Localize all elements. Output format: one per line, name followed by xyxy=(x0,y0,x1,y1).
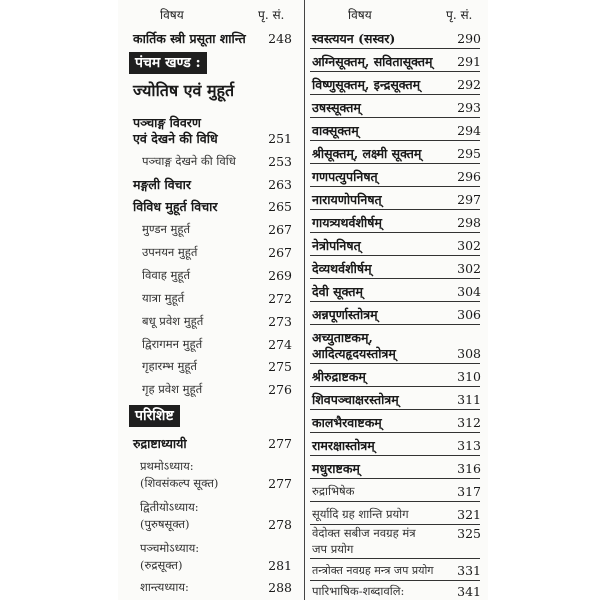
toc-page: 308 xyxy=(457,346,481,361)
toc-subentry: द्वितीयोऽध्याय: xyxy=(140,500,199,514)
row-rule xyxy=(310,117,480,118)
row-rule xyxy=(310,478,480,479)
toc-entry: विष्णुसूक्तम्, इन्द्रसूक्तम् xyxy=(312,77,421,92)
toc-entry: उषस्सूक्तम् xyxy=(312,100,361,115)
toc-page: 295 xyxy=(457,146,481,161)
toc-entry: नारायणोपनिषत् xyxy=(312,192,382,207)
toc-page: 276 xyxy=(268,382,292,397)
toc-page: 294 xyxy=(457,123,481,138)
toc-entry: जप प्रयोग xyxy=(312,542,354,556)
toc-entry: मधुराष्टकम् xyxy=(312,461,360,476)
toc-entry: स्वस्त्ययन (सस्वर) xyxy=(312,31,396,46)
toc-subentry: गृहारम्भ मुहूर्त xyxy=(142,359,197,373)
toc-subentry: पञ्चाङ्ग देखने की विधि xyxy=(142,154,236,168)
toc-page: 272 xyxy=(268,291,292,306)
toc-subentry: विवाह मुहूर्त xyxy=(142,268,191,282)
section-heading-panchama: पंचम खण्ड : xyxy=(129,52,207,74)
toc-entry: रुद्राष्टाध्यायी xyxy=(133,436,187,451)
toc-subentry: (शिवसंकल्प सूक्त) xyxy=(140,476,219,490)
toc-page: 290 xyxy=(457,31,481,46)
toc-page: 321 xyxy=(457,507,481,522)
toc-page: 265 xyxy=(268,199,292,214)
toc-page: 267 xyxy=(268,245,292,260)
section-heading-parishishta: परिशिष्ट xyxy=(129,405,180,427)
toc-entry: अच्युताष्टकम्, xyxy=(312,330,373,345)
toc-entry: वेदोक्त सबीज नवग्रह मंत्र xyxy=(312,526,416,540)
toc-page: 306 xyxy=(457,307,481,322)
row-rule xyxy=(310,363,480,364)
toc-page: 277 xyxy=(268,436,292,451)
toc-entry: सूर्यादि ग्रह शान्ति प्रयोग xyxy=(312,507,409,521)
row-rule xyxy=(310,71,480,72)
toc-page: 292 xyxy=(457,77,481,92)
toc-subentry: द्विरागमन मुहूर्त xyxy=(142,337,203,351)
row-rule xyxy=(310,209,480,210)
toc-entry: रामरक्षास्तोत्रम् xyxy=(312,438,375,453)
toc-page: 291 xyxy=(457,54,481,69)
toc-entry: अन्नपूर्णास्तोत्रम् xyxy=(312,307,378,322)
row-rule xyxy=(310,48,480,49)
toc-page: 310 xyxy=(457,369,481,384)
toc-entry: श्रीरुद्राष्टकम् xyxy=(312,369,366,384)
toc-subentry: प्रथमोऽध्याय: xyxy=(140,459,194,473)
toc-entry: नेत्रोपनिषत् xyxy=(312,238,361,253)
left-header-page: पृ. सं. xyxy=(258,8,285,22)
toc-page: 267 xyxy=(268,222,292,237)
toc-entry: अग्निसूक्तम्, सवितासूक्तम् xyxy=(312,54,433,69)
toc-subentry: बधू प्रवेश मुहूर्त xyxy=(142,314,204,328)
toc-subentry: उपनयन मुहूर्त xyxy=(142,245,198,259)
toc-entry: पारिभाषिक-शब्दावलि: xyxy=(312,584,405,598)
toc-entry: वाक्सूक्तम् xyxy=(312,123,359,138)
toc-entry: गणपत्युपनिषत् xyxy=(312,169,378,184)
toc-entry: विविध मुहूर्त विचार xyxy=(133,199,218,214)
row-rule xyxy=(310,301,480,302)
row-rule xyxy=(310,386,480,387)
toc-entry: पञ्चाङ्ग विवरण xyxy=(133,115,201,130)
toc-page: 274 xyxy=(268,337,292,352)
toc-subentry: (रुद्रसूक्त) xyxy=(140,558,183,572)
row-rule xyxy=(310,94,480,95)
toc-subentry: यात्रा मुहूर्त xyxy=(142,291,185,305)
toc-entry: कार्तिक स्त्री प्रसूता शान्ति xyxy=(133,31,246,46)
toc-page: 341 xyxy=(457,584,481,599)
row-rule xyxy=(310,186,480,187)
toc-entry: तन्त्रोक्त नवग्रह मन्त्र जप प्रयोग xyxy=(312,564,434,577)
section-title: ज्योतिष एवं मुहूर्त xyxy=(133,81,235,100)
toc-page: 273 xyxy=(268,314,292,329)
left-header-subject: विषय xyxy=(160,8,184,22)
toc-entry: कालभैरवाष्टकम् xyxy=(312,415,382,430)
toc-entry: शिवपञ्चाक्षरस्तोत्रम् xyxy=(312,392,399,407)
toc-page: 312 xyxy=(457,415,481,430)
column-divider xyxy=(304,0,305,600)
toc-page: 325 xyxy=(457,526,481,541)
toc-page: 281 xyxy=(268,558,292,573)
toc-entry: श्रीसूक्तम्, लक्ष्मी सूक्तम् xyxy=(312,146,422,161)
toc-page: 311 xyxy=(457,392,481,407)
row-rule xyxy=(310,140,480,141)
toc-subentry: पञ्चमोऽध्याय: xyxy=(140,541,200,555)
toc-page: 275 xyxy=(268,359,292,374)
toc-page: 297 xyxy=(457,192,481,207)
toc-subentry: गृह प्रवेश मुहूर्त xyxy=(142,382,203,396)
toc-page: 253 xyxy=(268,154,292,169)
toc-page: 248 xyxy=(268,31,292,46)
toc-page: 313 xyxy=(457,438,481,453)
toc-page: 269 xyxy=(268,268,292,283)
toc-page: 302 xyxy=(457,238,481,253)
toc-page: 304 xyxy=(457,284,481,299)
toc-entry: रुद्राभिषेक xyxy=(312,484,355,498)
row-rule xyxy=(310,409,480,410)
toc-subentry: मुण्डन मुहूर्त xyxy=(142,222,191,236)
toc-subentry: (पुरुषसूक्त) xyxy=(140,517,190,531)
toc-entry: एवं देखने की विधि xyxy=(133,131,218,146)
row-rule xyxy=(310,524,480,525)
toc-page: 296 xyxy=(457,169,481,184)
row-rule xyxy=(310,324,480,325)
toc-page: 263 xyxy=(268,177,292,192)
row-rule xyxy=(310,255,480,256)
toc-entry: देव्यथर्वशीर्षम् xyxy=(312,261,372,276)
toc-page: 317 xyxy=(457,484,481,499)
right-header-subject: विषय xyxy=(348,8,372,22)
toc-page: 298 xyxy=(457,215,481,230)
row-rule xyxy=(310,501,480,502)
right-header-page: पृ. सं. xyxy=(446,8,473,22)
toc-page: 316 xyxy=(457,461,481,476)
toc-entry: देवी सूक्तम् xyxy=(312,284,363,299)
row-rule xyxy=(310,455,480,456)
toc-page: 278 xyxy=(268,517,292,532)
toc-entry: आदित्यहृदयस्तोत्रम् xyxy=(312,346,396,361)
toc-page: 293 xyxy=(457,100,481,115)
row-rule xyxy=(310,163,480,164)
toc-page: 331 xyxy=(457,563,481,578)
row-rule xyxy=(310,278,480,279)
row-rule xyxy=(310,232,480,233)
toc-page: 251 xyxy=(268,131,292,146)
toc-page: 277 xyxy=(268,476,292,491)
toc-entry: गायत्र्यथर्वशीर्षम् xyxy=(312,215,382,230)
toc-entry: मङ्गली विचार xyxy=(133,177,191,192)
toc-page: 288 xyxy=(268,580,292,595)
toc-subentry: शान्त्यध्याय: xyxy=(140,580,189,594)
row-rule xyxy=(310,558,480,559)
row-rule xyxy=(310,580,480,581)
row-rule xyxy=(310,432,480,433)
toc-page: 302 xyxy=(457,261,481,276)
